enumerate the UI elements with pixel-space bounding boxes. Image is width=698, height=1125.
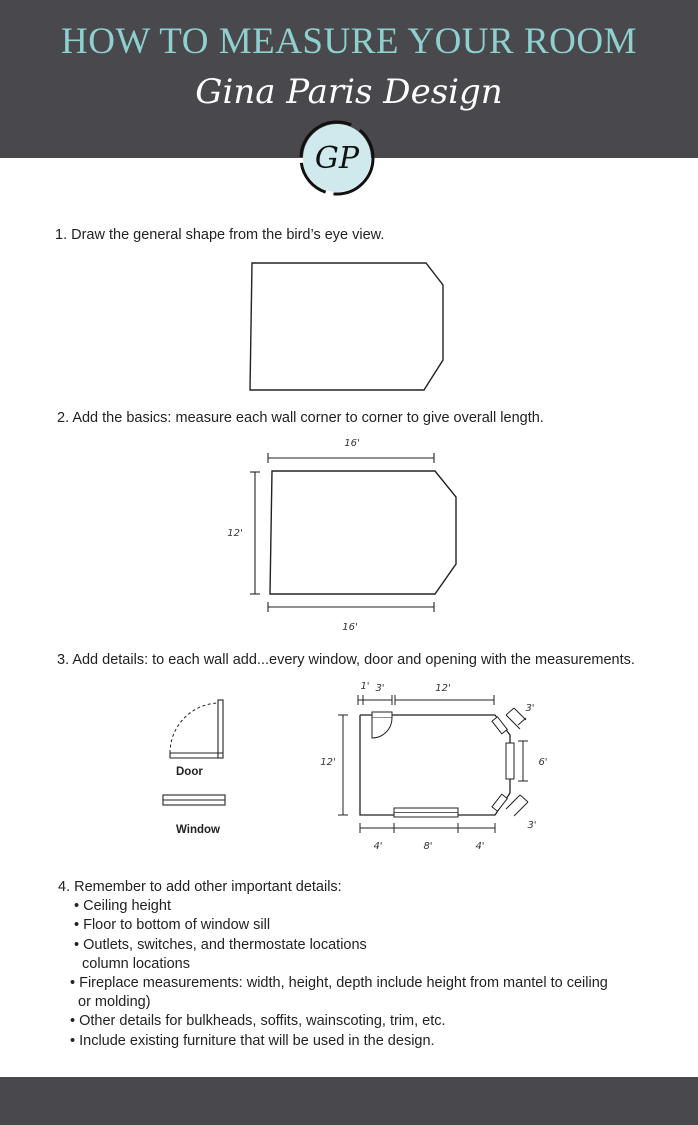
bottom-right-label: 4'	[475, 841, 485, 852]
brand-script-title: Gina Paris Design	[195, 72, 503, 112]
list-item: or molding)	[78, 994, 151, 1011]
step-2-text: 2. Add the basics: measure each wall corner to corner to give overall length.	[57, 410, 544, 426]
footer-banner	[0, 1077, 698, 1125]
door-swing-arc	[170, 703, 218, 753]
step-1-text: 1. Draw the general shape from the bird’s eye view.	[55, 227, 385, 243]
top-dimension-label: 16'	[344, 438, 360, 449]
upper-angled-window	[492, 717, 507, 734]
window-legend-label: Window	[176, 824, 220, 836]
list-item: • Other details for bulkheads, soffits, wainscoting, trim, etc.	[70, 1013, 446, 1030]
door-panel	[218, 700, 223, 758]
right-window	[506, 743, 514, 779]
right-wall-label: 6'	[538, 757, 548, 768]
list-item: column locations	[82, 955, 190, 972]
room-outline-shape	[270, 471, 456, 594]
top-wall-label: 12'	[435, 683, 451, 694]
detailed-floor-plan	[310, 675, 570, 855]
room-outline-shape	[250, 263, 443, 390]
room-outline-figure-1	[240, 255, 455, 400]
symbol-legend	[160, 695, 235, 815]
room-dimensions-figure-2	[220, 430, 470, 640]
list-item: • Include existing furniture that will be used in the design.	[70, 1032, 435, 1049]
door-legend-label: Door	[176, 766, 203, 778]
top-door-offset-label: 1'	[360, 681, 370, 692]
bottom-left-label: 4'	[373, 841, 383, 852]
page-title: HOW TO MEASURE YOUR ROOM	[61, 21, 637, 62]
top-door-width-label: 3'	[375, 683, 385, 694]
brand-logo	[296, 118, 378, 198]
list-item: • Ceiling height	[74, 898, 171, 915]
lower-angle-label: 3'	[527, 820, 537, 831]
details-heading: 4. Remember to add other important details:	[58, 879, 342, 895]
door-on-plan	[372, 712, 392, 718]
bottom-window-label: 8'	[423, 841, 433, 852]
step-3-text: 3. Add details: to each wall add...every window, door and opening with the measurements.	[57, 652, 635, 668]
lower-angled-window	[492, 794, 507, 811]
logo-monogram: GP	[314, 141, 360, 176]
list-item: • Floor to bottom of window sill	[74, 917, 271, 934]
details-list	[58, 878, 608, 1051]
list-item: • Outlets, switches, and thermostate locations	[74, 936, 367, 953]
list-item: • Fireplace measurements: width, height, depth include height from mantel to ceiling	[70, 975, 608, 992]
bottom-dimension-label: 16'	[342, 622, 358, 633]
upper-angle-label: 3'	[525, 703, 535, 714]
left-wall-label: 12'	[320, 757, 336, 768]
left-dimension-label: 12'	[227, 528, 243, 539]
